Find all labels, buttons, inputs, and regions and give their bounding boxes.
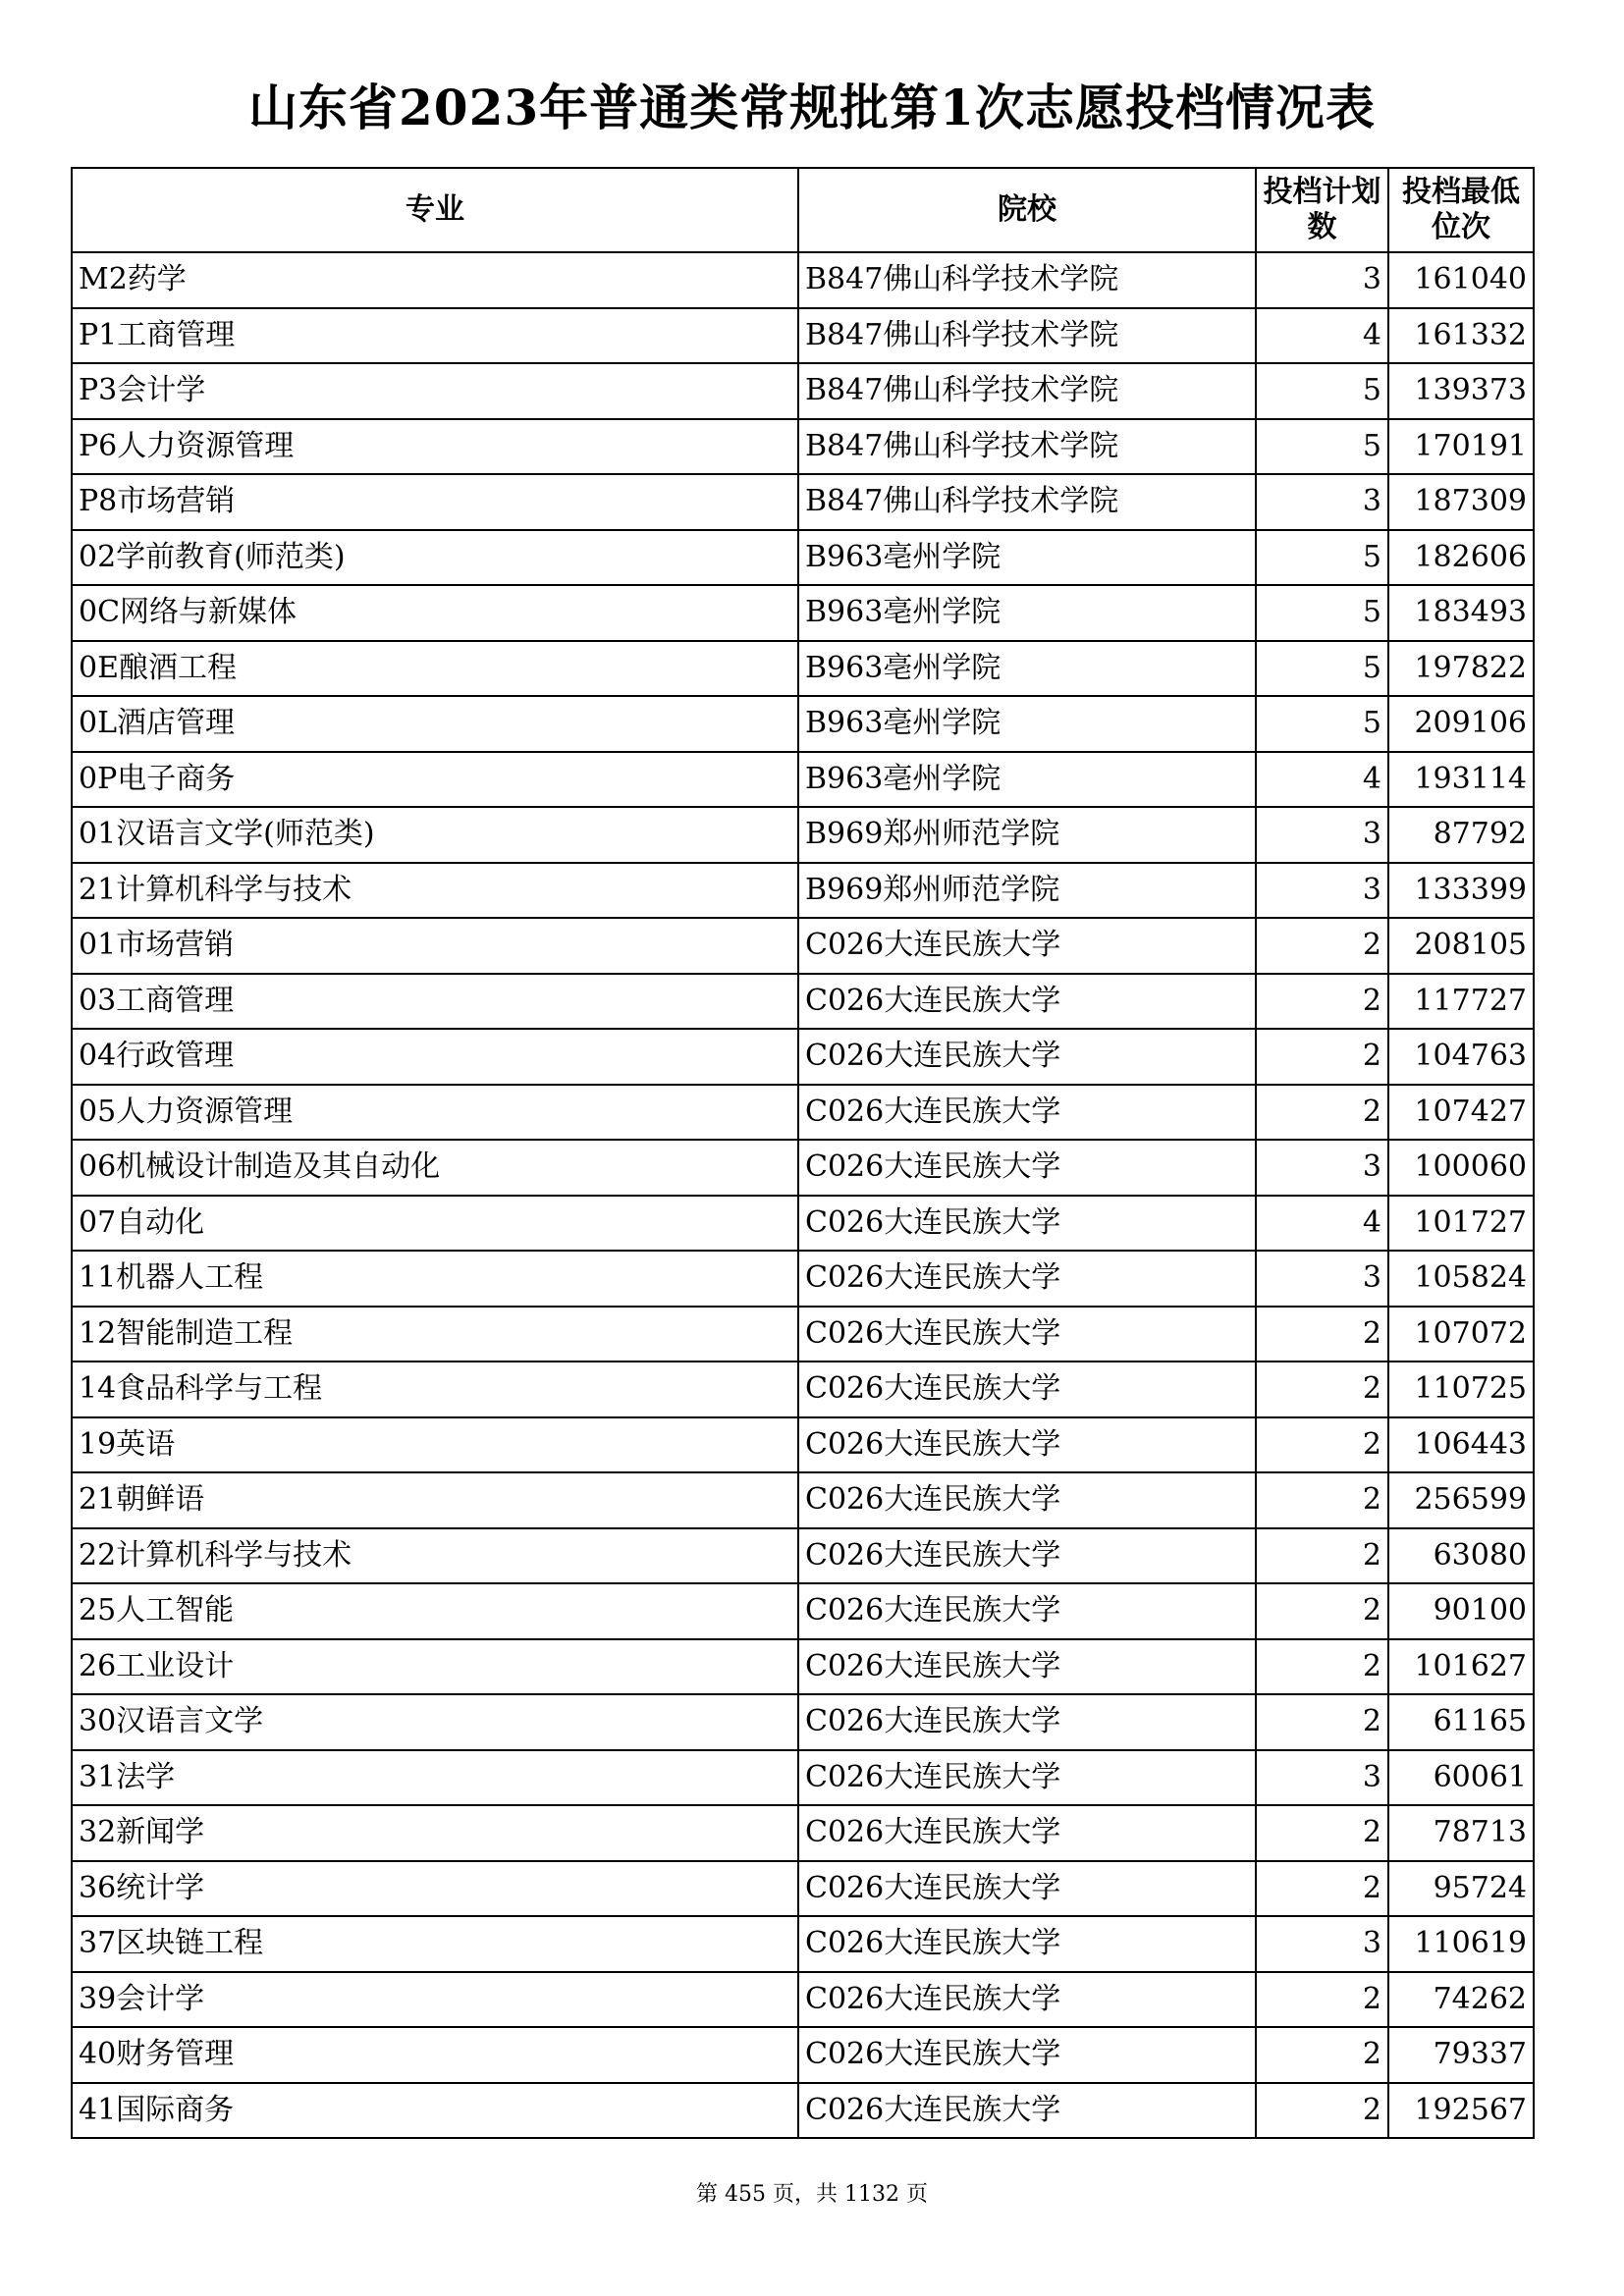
- cell-major: 12智能制造工程: [72, 1307, 798, 1362]
- cell-min-rank: 133399: [1388, 863, 1534, 919]
- table-row: [72, 752, 1534, 808]
- cell-school: B847佛山科学技术学院: [798, 474, 1256, 530]
- cell-plan: 2: [1256, 1528, 1388, 1584]
- cell-plan: 2: [1256, 2083, 1388, 2139]
- cell-min-rank: 101727: [1388, 1196, 1534, 1252]
- cell-plan: 4: [1256, 752, 1388, 808]
- cell-school: C026大连民族大学: [798, 1972, 1256, 2028]
- table-row: [72, 252, 1534, 308]
- table-row: [72, 1583, 1534, 1639]
- cell-school: C026大连民族大学: [798, 2027, 1256, 2083]
- cell-min-rank: 197822: [1388, 641, 1534, 697]
- table-row: [72, 419, 1534, 475]
- cell-major: P6人力资源管理: [72, 419, 798, 475]
- cell-school: B847佛山科学技术学院: [798, 308, 1256, 364]
- cell-major: 30汉语言文学: [72, 1694, 798, 1750]
- cell-major: 32新闻学: [72, 1805, 798, 1861]
- cell-min-rank: 104763: [1388, 1029, 1534, 1085]
- admission-table: [71, 167, 1535, 2139]
- cell-plan: 5: [1256, 363, 1388, 419]
- cell-plan: 5: [1256, 530, 1388, 586]
- table-row: [72, 1196, 1534, 1252]
- cell-major: 06机械设计制造及其自动化: [72, 1140, 798, 1196]
- cell-min-rank: 193114: [1388, 752, 1534, 808]
- cell-min-rank: 105824: [1388, 1251, 1534, 1307]
- cell-min-rank: 256599: [1388, 1472, 1534, 1528]
- table-row: [72, 308, 1534, 364]
- column-header-school: 院校: [798, 168, 1256, 252]
- table-row: [72, 1750, 1534, 1806]
- cell-major: P1工商管理: [72, 308, 798, 364]
- cell-min-rank: 192567: [1388, 2083, 1534, 2139]
- cell-school: C026大连民族大学: [798, 1861, 1256, 1917]
- cell-school: B963亳州学院: [798, 585, 1256, 641]
- cell-major: 05人力资源管理: [72, 1085, 798, 1141]
- table-row: [72, 585, 1534, 641]
- cell-school: C026大连民族大学: [798, 1251, 1256, 1307]
- cell-min-rank: 161040: [1388, 252, 1534, 308]
- column-header-major: 专业: [72, 168, 798, 252]
- cell-major: M2药学: [72, 252, 798, 308]
- cell-plan: 2: [1256, 1029, 1388, 1085]
- cell-school: B963亳州学院: [798, 696, 1256, 752]
- cell-plan: 2: [1256, 1861, 1388, 1917]
- cell-min-rank: 161332: [1388, 308, 1534, 364]
- cell-major: 14食品科学与工程: [72, 1362, 798, 1417]
- cell-min-rank: 107427: [1388, 1085, 1534, 1141]
- table-row: [72, 918, 1534, 974]
- cell-major: 25人工智能: [72, 1583, 798, 1639]
- cell-major: 22计算机科学与技术: [72, 1528, 798, 1584]
- cell-min-rank: 107072: [1388, 1307, 1534, 1362]
- cell-min-rank: 106443: [1388, 1417, 1534, 1473]
- table-row: [72, 696, 1534, 752]
- cell-school: C026大连民族大学: [798, 1085, 1256, 1141]
- table-row: [72, 641, 1534, 697]
- table-row: [72, 1029, 1534, 1085]
- cell-min-rank: 110725: [1388, 1362, 1534, 1417]
- cell-plan: 3: [1256, 474, 1388, 530]
- cell-min-rank: 187309: [1388, 474, 1534, 530]
- cell-major: 01市场营销: [72, 918, 798, 974]
- cell-major: 39会计学: [72, 1972, 798, 2028]
- cell-plan: 2: [1256, 1472, 1388, 1528]
- cell-min-rank: 95724: [1388, 1861, 1534, 1917]
- cell-min-rank: 139373: [1388, 363, 1534, 419]
- table-row: [72, 474, 1534, 530]
- table-row: [72, 1140, 1534, 1196]
- cell-school: C026大连民族大学: [798, 1472, 1256, 1528]
- cell-plan: 2: [1256, 974, 1388, 1030]
- cell-plan: 3: [1256, 863, 1388, 919]
- cell-major: 36统计学: [72, 1861, 798, 1917]
- cell-school: C026大连民族大学: [798, 1916, 1256, 1972]
- cell-major: 19英语: [72, 1417, 798, 1473]
- cell-min-rank: 182606: [1388, 530, 1534, 586]
- cell-plan: 3: [1256, 1916, 1388, 1972]
- cell-plan: 5: [1256, 585, 1388, 641]
- cell-plan: 3: [1256, 252, 1388, 308]
- cell-plan: 2: [1256, 1362, 1388, 1417]
- cell-school: C026大连民族大学: [798, 1417, 1256, 1473]
- cell-school: C026大连民族大学: [798, 1196, 1256, 1252]
- table-header-row: [72, 168, 1534, 252]
- cell-plan: 3: [1256, 1251, 1388, 1307]
- cell-major: 04行政管理: [72, 1029, 798, 1085]
- cell-school: C026大连民族大学: [798, 1750, 1256, 1806]
- cell-major: 02学前教育(师范类): [72, 530, 798, 586]
- cell-plan: 2: [1256, 1583, 1388, 1639]
- table-row: [72, 974, 1534, 1030]
- cell-school: C026大连民族大学: [798, 1029, 1256, 1085]
- table-row: [72, 1972, 1534, 2028]
- cell-plan: 2: [1256, 1307, 1388, 1362]
- cell-school: C026大连民族大学: [798, 1583, 1256, 1639]
- table-row: [72, 1472, 1534, 1528]
- column-header-min-rank: 投档最低位次: [1388, 168, 1534, 252]
- cell-major: P3会计学: [72, 363, 798, 419]
- cell-major: 0C网络与新媒体: [72, 585, 798, 641]
- table-body: [72, 252, 1534, 2138]
- cell-plan: 5: [1256, 696, 1388, 752]
- cell-school: B847佛山科学技术学院: [798, 363, 1256, 419]
- table-row: [72, 2083, 1534, 2139]
- cell-min-rank: 61165: [1388, 1694, 1534, 1750]
- cell-min-rank: 110619: [1388, 1916, 1534, 1972]
- cell-plan: 2: [1256, 1085, 1388, 1141]
- cell-school: C026大连民族大学: [798, 974, 1256, 1030]
- cell-major: 0E酿酒工程: [72, 641, 798, 697]
- cell-school: B969郑州师范学院: [798, 863, 1256, 919]
- cell-min-rank: 101627: [1388, 1639, 1534, 1695]
- cell-major: 21朝鲜语: [72, 1472, 798, 1528]
- table-row: [72, 1916, 1534, 1972]
- cell-major: 26工业设计: [72, 1639, 798, 1695]
- cell-school: C026大连民族大学: [798, 1528, 1256, 1584]
- table-row: [72, 1805, 1534, 1861]
- cell-major: P8市场营销: [72, 474, 798, 530]
- cell-major: 01汉语言文学(师范类): [72, 807, 798, 863]
- column-header-plan: 投档计划数: [1256, 168, 1388, 252]
- table-row: [72, 863, 1534, 919]
- cell-school: C026大连民族大学: [798, 1307, 1256, 1362]
- cell-school: C026大连民族大学: [798, 1639, 1256, 1695]
- table-row: [72, 1307, 1534, 1362]
- cell-min-rank: 183493: [1388, 585, 1534, 641]
- cell-min-rank: 90100: [1388, 1583, 1534, 1639]
- cell-min-rank: 170191: [1388, 419, 1534, 475]
- cell-min-rank: 208105: [1388, 918, 1534, 974]
- cell-plan: 2: [1256, 1972, 1388, 2028]
- cell-school: C026大连民族大学: [798, 1694, 1256, 1750]
- cell-school: C026大连民族大学: [798, 1362, 1256, 1417]
- cell-plan: 2: [1256, 1417, 1388, 1473]
- cell-major: 11机器人工程: [72, 1251, 798, 1307]
- table-row: [72, 1417, 1534, 1473]
- cell-plan: 2: [1256, 1805, 1388, 1861]
- cell-plan: 3: [1256, 1140, 1388, 1196]
- cell-school: C026大连民族大学: [798, 1140, 1256, 1196]
- cell-school: B969郑州师范学院: [798, 807, 1256, 863]
- cell-major: 03工商管理: [72, 974, 798, 1030]
- cell-min-rank: 117727: [1388, 974, 1534, 1030]
- cell-major: 07自动化: [72, 1196, 798, 1252]
- table-row: [72, 1362, 1534, 1417]
- cell-plan: 5: [1256, 641, 1388, 697]
- cell-major: 37区块链工程: [72, 1916, 798, 1972]
- cell-min-rank: 60061: [1388, 1750, 1534, 1806]
- cell-plan: 2: [1256, 1694, 1388, 1750]
- cell-min-rank: 78713: [1388, 1805, 1534, 1861]
- cell-plan: 3: [1256, 807, 1388, 863]
- cell-min-rank: 63080: [1388, 1528, 1534, 1584]
- cell-major: 0L酒店管理: [72, 696, 798, 752]
- cell-school: C026大连民族大学: [798, 2083, 1256, 2139]
- cell-school: B963亳州学院: [798, 752, 1256, 808]
- page-footer: 第 455 页，共 1132 页: [696, 2182, 928, 2207]
- cell-school: B963亳州学院: [798, 641, 1256, 697]
- cell-plan: 3: [1256, 1750, 1388, 1806]
- table-row: [72, 2027, 1534, 2083]
- cell-school: B847佛山科学技术学院: [798, 252, 1256, 308]
- table-row: [72, 530, 1534, 586]
- cell-min-rank: 100060: [1388, 1140, 1534, 1196]
- cell-min-rank: 79337: [1388, 2027, 1534, 2083]
- cell-min-rank: 74262: [1388, 1972, 1534, 2028]
- cell-major: 21计算机科学与技术: [72, 863, 798, 919]
- cell-major: 0P电子商务: [72, 752, 798, 808]
- cell-school: C026大连民族大学: [798, 918, 1256, 974]
- table-row: [72, 1694, 1534, 1750]
- table-row: [72, 807, 1534, 863]
- table-row: [72, 1251, 1534, 1307]
- cell-plan: 2: [1256, 1639, 1388, 1695]
- cell-min-rank: 209106: [1388, 696, 1534, 752]
- cell-school: B963亳州学院: [798, 530, 1256, 586]
- cell-plan: 2: [1256, 918, 1388, 974]
- table-row: [72, 363, 1534, 419]
- cell-major: 41国际商务: [72, 2083, 798, 2139]
- cell-plan: 5: [1256, 419, 1388, 475]
- cell-major: 40财务管理: [72, 2027, 798, 2083]
- page-title: 山东省2023年普通类常规批第1次志愿投档情况表: [248, 79, 1376, 136]
- cell-school: C026大连民族大学: [798, 1805, 1256, 1861]
- cell-school: B847佛山科学技术学院: [798, 419, 1256, 475]
- table-row: [72, 1528, 1534, 1584]
- table-row: [72, 1085, 1534, 1141]
- cell-major: 31法学: [72, 1750, 798, 1806]
- cell-plan: 4: [1256, 308, 1388, 364]
- table-row: [72, 1639, 1534, 1695]
- cell-plan: 2: [1256, 2027, 1388, 2083]
- table-row: [72, 1861, 1534, 1917]
- cell-min-rank: 87792: [1388, 807, 1534, 863]
- cell-plan: 4: [1256, 1196, 1388, 1252]
